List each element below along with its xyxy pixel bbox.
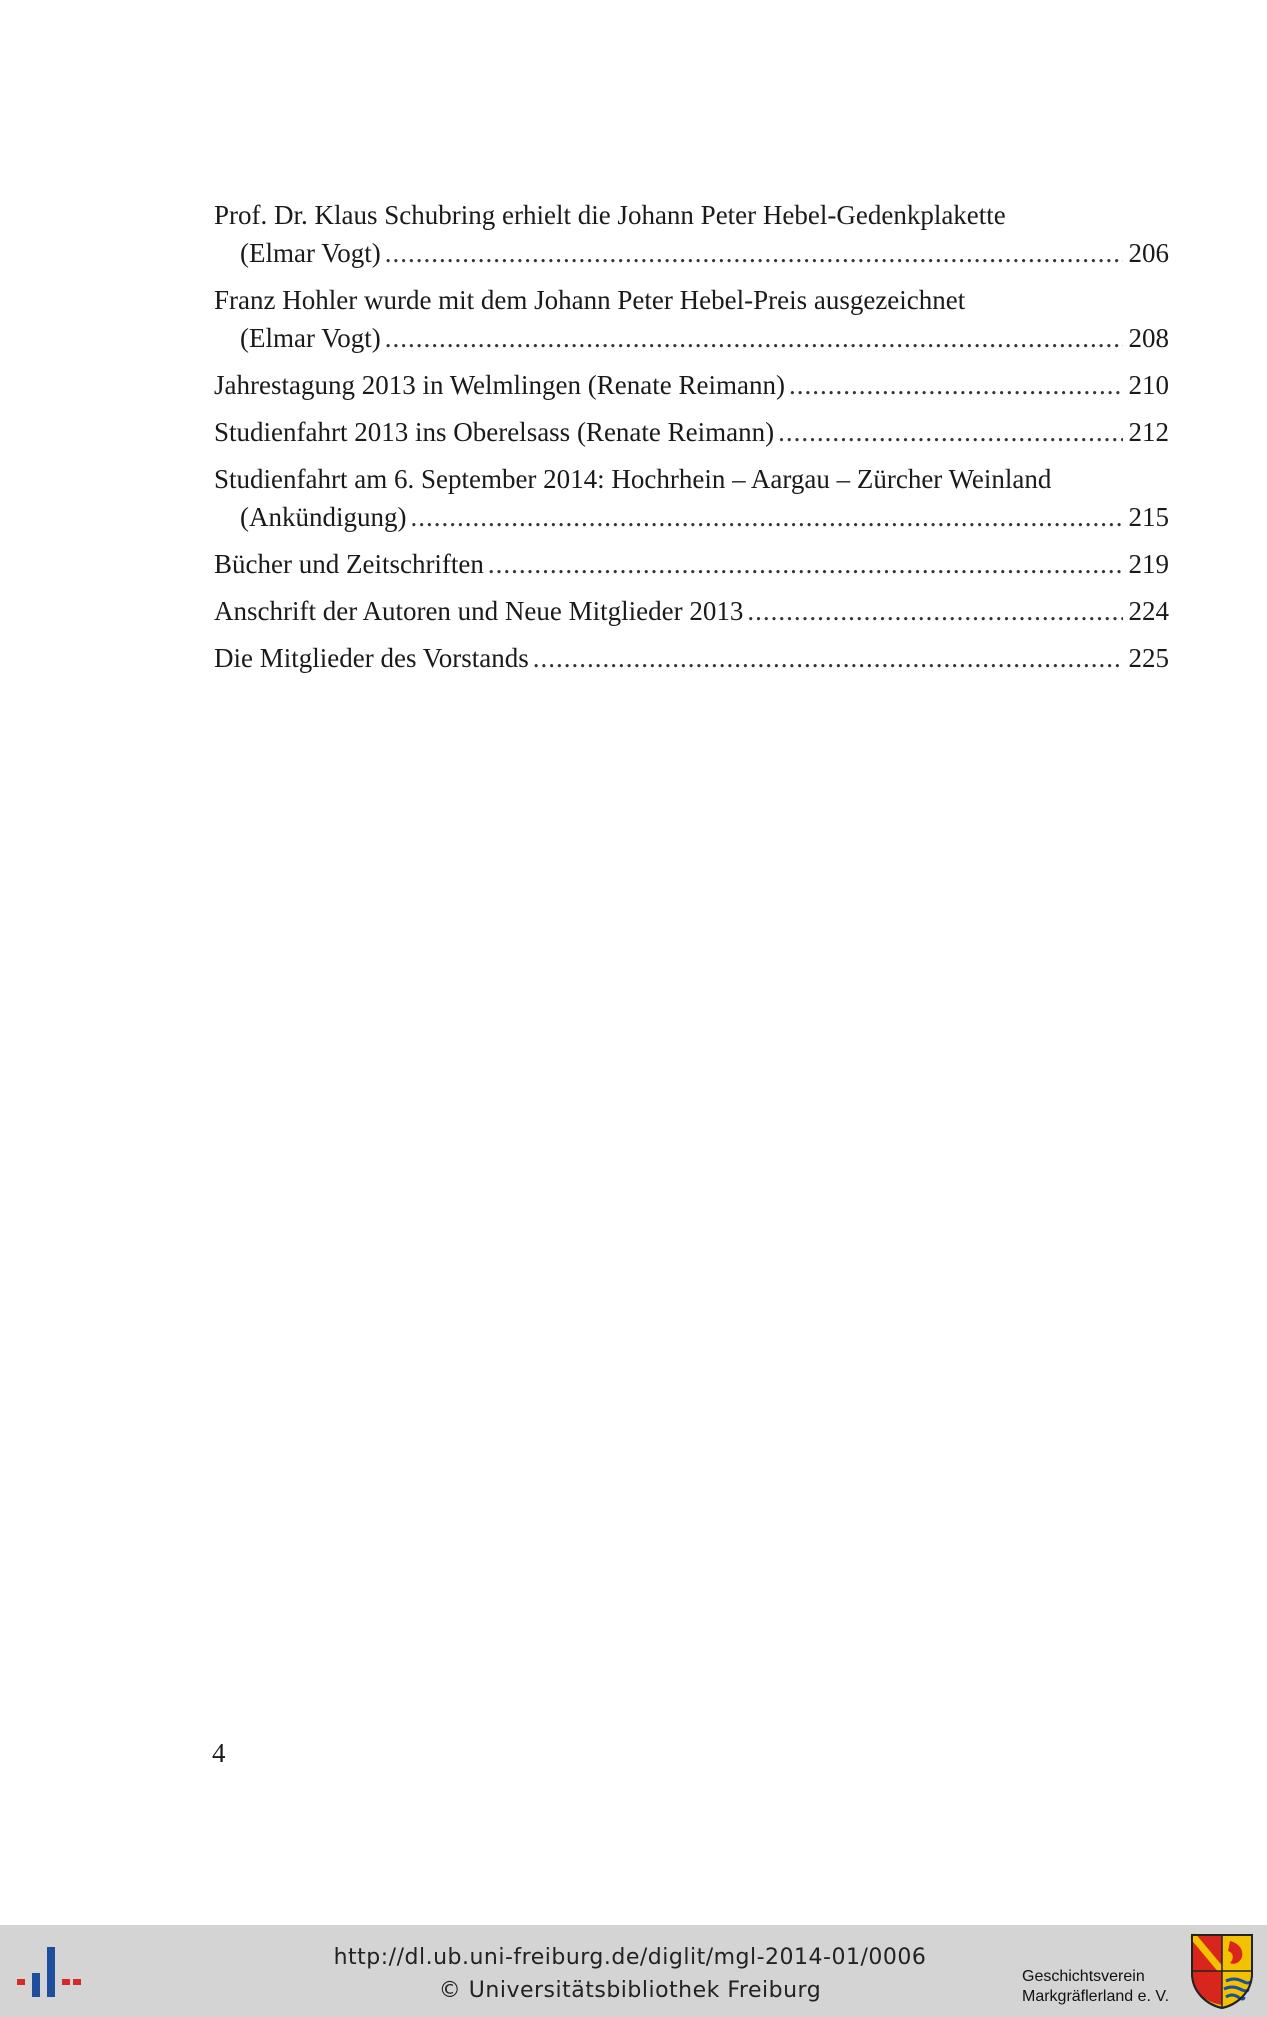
toc-entry-title-line — [214, 281, 1169, 319]
toc-entry[interactable] — [214, 366, 1169, 404]
toc-page-number: 225 — [1128, 643, 1169, 673]
toc-entry-title: Studienfahrt 2013 ins Oberelsass (Renate Reimann) — [214, 417, 775, 447]
toc-entry-last-line — [214, 498, 1169, 536]
toc-leader-dots — [410, 498, 1122, 536]
toc-entry-title: Bücher und Zeitschriften — [214, 549, 484, 579]
toc-page-number: 208 — [1128, 323, 1169, 353]
society-name-line2: Markgräflerland e. V. — [1022, 1988, 1170, 2005]
toc-entry-title: Prof. Dr. Klaus Schubring erhielt die Johann Peter Hebel-Gedenkplakette — [214, 200, 1006, 230]
toc-entry-title: Anschrift der Autoren und Neue Mitglieder 2013 — [214, 596, 744, 626]
toc-entry-title: Franz Hohler wurde mit dem Johann Peter Hebel-Preis ausgezeichnet — [214, 285, 966, 315]
toc-entry-title: Die Mitglieder des Vorstands — [214, 643, 529, 673]
toc-leader-dots — [488, 545, 1123, 583]
toc-entry-last-line — [214, 234, 1169, 272]
toc-entry-author: (Elmar Vogt) — [240, 238, 381, 268]
toc-leader-dots — [789, 366, 1123, 404]
page-number: 4 — [212, 1738, 226, 1768]
toc-entry-last-line — [214, 545, 1169, 583]
toc-entry[interactable] — [214, 413, 1169, 451]
toc-entry-note: (Ankündigung) — [240, 502, 407, 532]
society-crest-icon[interactable] — [1190, 1933, 1254, 2009]
society-name — [1022, 1967, 1169, 2007]
toc-entry[interactable] — [214, 460, 1169, 536]
toc-page-number: 224 — [1128, 596, 1169, 626]
table-of-contents — [214, 196, 1169, 686]
toc-entry[interactable] — [214, 196, 1169, 272]
footer-bar — [0, 1925, 1267, 2017]
toc-page-number: 215 — [1128, 502, 1169, 532]
toc-entry-title-line — [214, 460, 1169, 498]
toc-entry[interactable] — [214, 639, 1169, 677]
toc-leader-dots — [747, 592, 1122, 630]
toc-leader-dots — [533, 639, 1123, 677]
toc-entry-title-line — [214, 196, 1169, 234]
toc-entry[interactable] — [214, 545, 1169, 583]
toc-page-number: 206 — [1128, 238, 1169, 268]
toc-entry-title: Jahrestagung 2013 in Welmlingen (Renate Reimann) — [214, 370, 785, 400]
toc-leader-dots — [385, 234, 1123, 272]
toc-entry-title: Studienfahrt am 6. September 2014: Hochrhein – Aargau – Zürcher Weinland — [214, 464, 1052, 494]
toc-entry-last-line — [214, 413, 1169, 451]
toc-leader-dots — [778, 413, 1122, 451]
toc-page-number: 212 — [1128, 417, 1169, 447]
society-name-line1: Geschichtsverein — [1022, 1968, 1145, 1985]
toc-page-number: 210 — [1128, 370, 1169, 400]
toc-entry-author: (Elmar Vogt) — [240, 323, 381, 353]
footer-copyright: © Universitätsbibliothek Freiburg — [438, 1978, 822, 2003]
toc-entry-last-line — [214, 366, 1169, 404]
toc-entry-last-line — [214, 592, 1169, 630]
footer-url-link[interactable]: http://dl.ub.uni-freiburg.de/diglit/mgl-2014-01/0006 — [333, 1945, 927, 1970]
toc-entry[interactable] — [214, 592, 1169, 630]
toc-entry[interactable] — [214, 281, 1169, 357]
toc-entry-last-line — [214, 639, 1169, 677]
toc-leader-dots — [385, 319, 1123, 357]
toc-entry-last-line — [214, 319, 1169, 357]
ub-freiburg-logo-icon[interactable] — [14, 1943, 84, 2003]
toc-page-number: 219 — [1128, 549, 1169, 579]
